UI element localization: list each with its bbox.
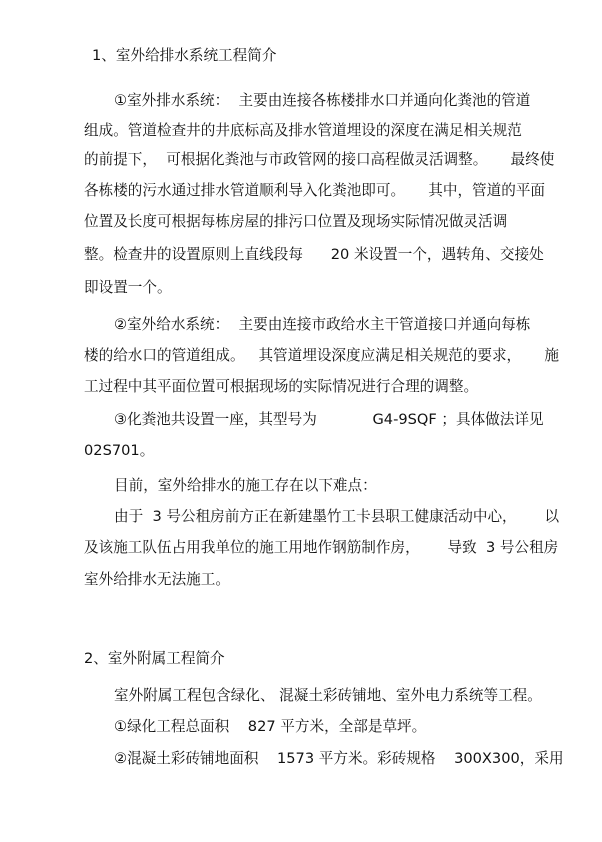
paragraph-line: 室外给排水无法施工。 [84, 571, 230, 588]
paragraph-line: 楼的给水口的管道组成。 其管道埋设深度应满足相关规范的要求， 施 [84, 347, 559, 364]
paragraph-line: 整。检查井的设置原则上直线段每 20 米设置一个，遇转角、交接处 [84, 246, 544, 263]
paragraph-line: 工过程中其平面位置可根据现场的实际情况进行合理的调整。 [84, 378, 479, 395]
paragraph-line: 及该施工队伍占用我单位的施工用地作钢筋制作房， 导致 3 号公租房 [84, 539, 559, 556]
paragraph-line: ②混凝土彩砖铺地面积 1573 平方米。彩砖规格 300X300，采用 [114, 750, 564, 767]
section-heading-1: 1、室外给排水系统工程简介 [92, 47, 277, 64]
paragraph-line: 组成。管道检查井的井底标高及排水管道埋设的深度在满足相关规范 [84, 122, 522, 139]
paragraph-line: ②室外给水系统： 主要由连接市政给水主干管道接口并通向每栋 [114, 316, 531, 333]
paragraph-line: ①室外排水系统： 主要由连接各栋楼排水口并通向化粪池的管道 [114, 92, 531, 109]
paragraph-line: 目前，室外给排水的施工存在以下难点： [114, 477, 377, 494]
paragraph-line: 的前提下， 可根据化粪池与市政管网的接口高程做灵活调整。 最终使 [84, 151, 555, 168]
paragraph-line: 02S701。 [84, 442, 155, 459]
paragraph-line: 各栋楼的污水通过排水管道顺利导入化粪池即可。 其中，管道的平面 [84, 182, 546, 199]
paragraph-line: ③化粪池共设置一座，其型号为 G4-9SQF ；具体做法详见 [114, 411, 544, 428]
paragraph-line: 即设置一个。 [84, 279, 172, 296]
paragraph-line: ①绿化工程总面积 827 平方米，全部是草坪。 [114, 718, 427, 735]
section-heading-2: 2、室外附属工程简介 [84, 650, 225, 667]
paragraph-line: 由于 3 号公租房前方正在新建墨竹工卡县职工健康活动中心， 以 [114, 508, 560, 525]
paragraph-line: 室外附属工程包含绿化、 混凝土彩砖铺地、室外电力系统等工程。 [114, 687, 542, 704]
paragraph-line: 位置及长度可根据每栋房屋的排污口位置及现场实际情况做灵活调 [84, 213, 508, 230]
